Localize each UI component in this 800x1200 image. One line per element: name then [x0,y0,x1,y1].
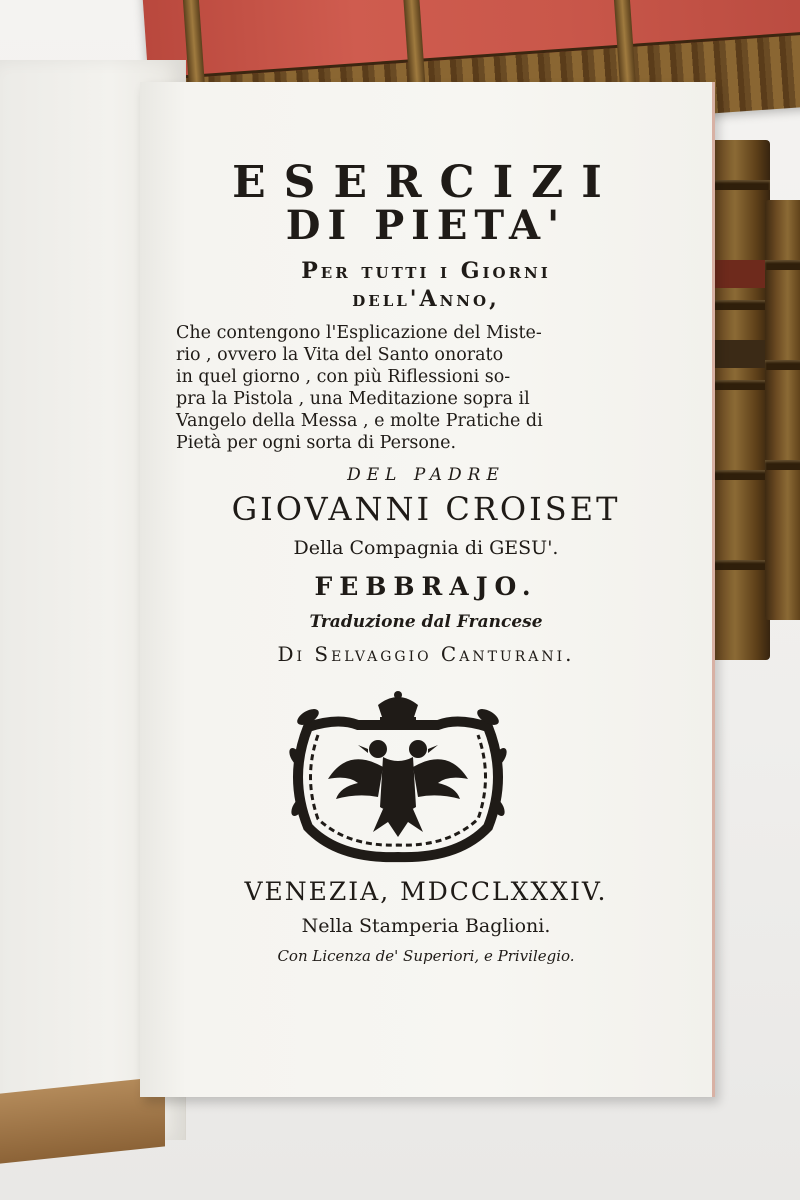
title-page [140,82,715,1097]
printer: Nella Stamperia Baglioni. [301,915,551,937]
description-line: Vangelo della Messa , e molte Pratiche di [176,411,543,431]
author-prefix: DEL PADRE [347,465,505,485]
title-ornate: ESERCIZI [232,157,620,208]
translation-note: Traduzione dal Francese [309,612,543,632]
subtitle-line-2: dell'Anno, [352,286,500,312]
spine-rib [765,260,800,270]
description-line: pra la Pistola , una Meditazione sopra il [176,389,530,409]
title-main: DI PIETA' [285,202,567,249]
background-book-spine [765,200,800,620]
description [176,322,606,454]
spine-rib [765,460,800,470]
spine-rib [765,360,800,370]
double-headed-eagle-crest-icon [278,687,518,867]
description-line: Pietà per ogni sorta di Persone. [176,433,457,453]
author-name: GIOVANNI CROISET [231,490,621,528]
license-note: Con Licenza de' Superiori, e Privilegio. [277,947,575,965]
description-line: rio , ovvero la Vita del Santo onorato [176,345,504,365]
subtitle-line-1: Per tutti i Giorni [301,258,551,284]
description-line: Che contengono l'Esplicazione del Miste- [176,323,542,343]
place-and-date: VENEZIA, MDCCLXXXIV. [244,877,608,906]
translator: Di Selvaggio Canturani. [277,642,575,666]
description-line: in quel giorno , con più Riflessioni so- [176,367,511,387]
author-affiliation: Della Compagnia di GESU'. [293,537,559,559]
month-title: FEBBRAJO. [314,572,538,601]
